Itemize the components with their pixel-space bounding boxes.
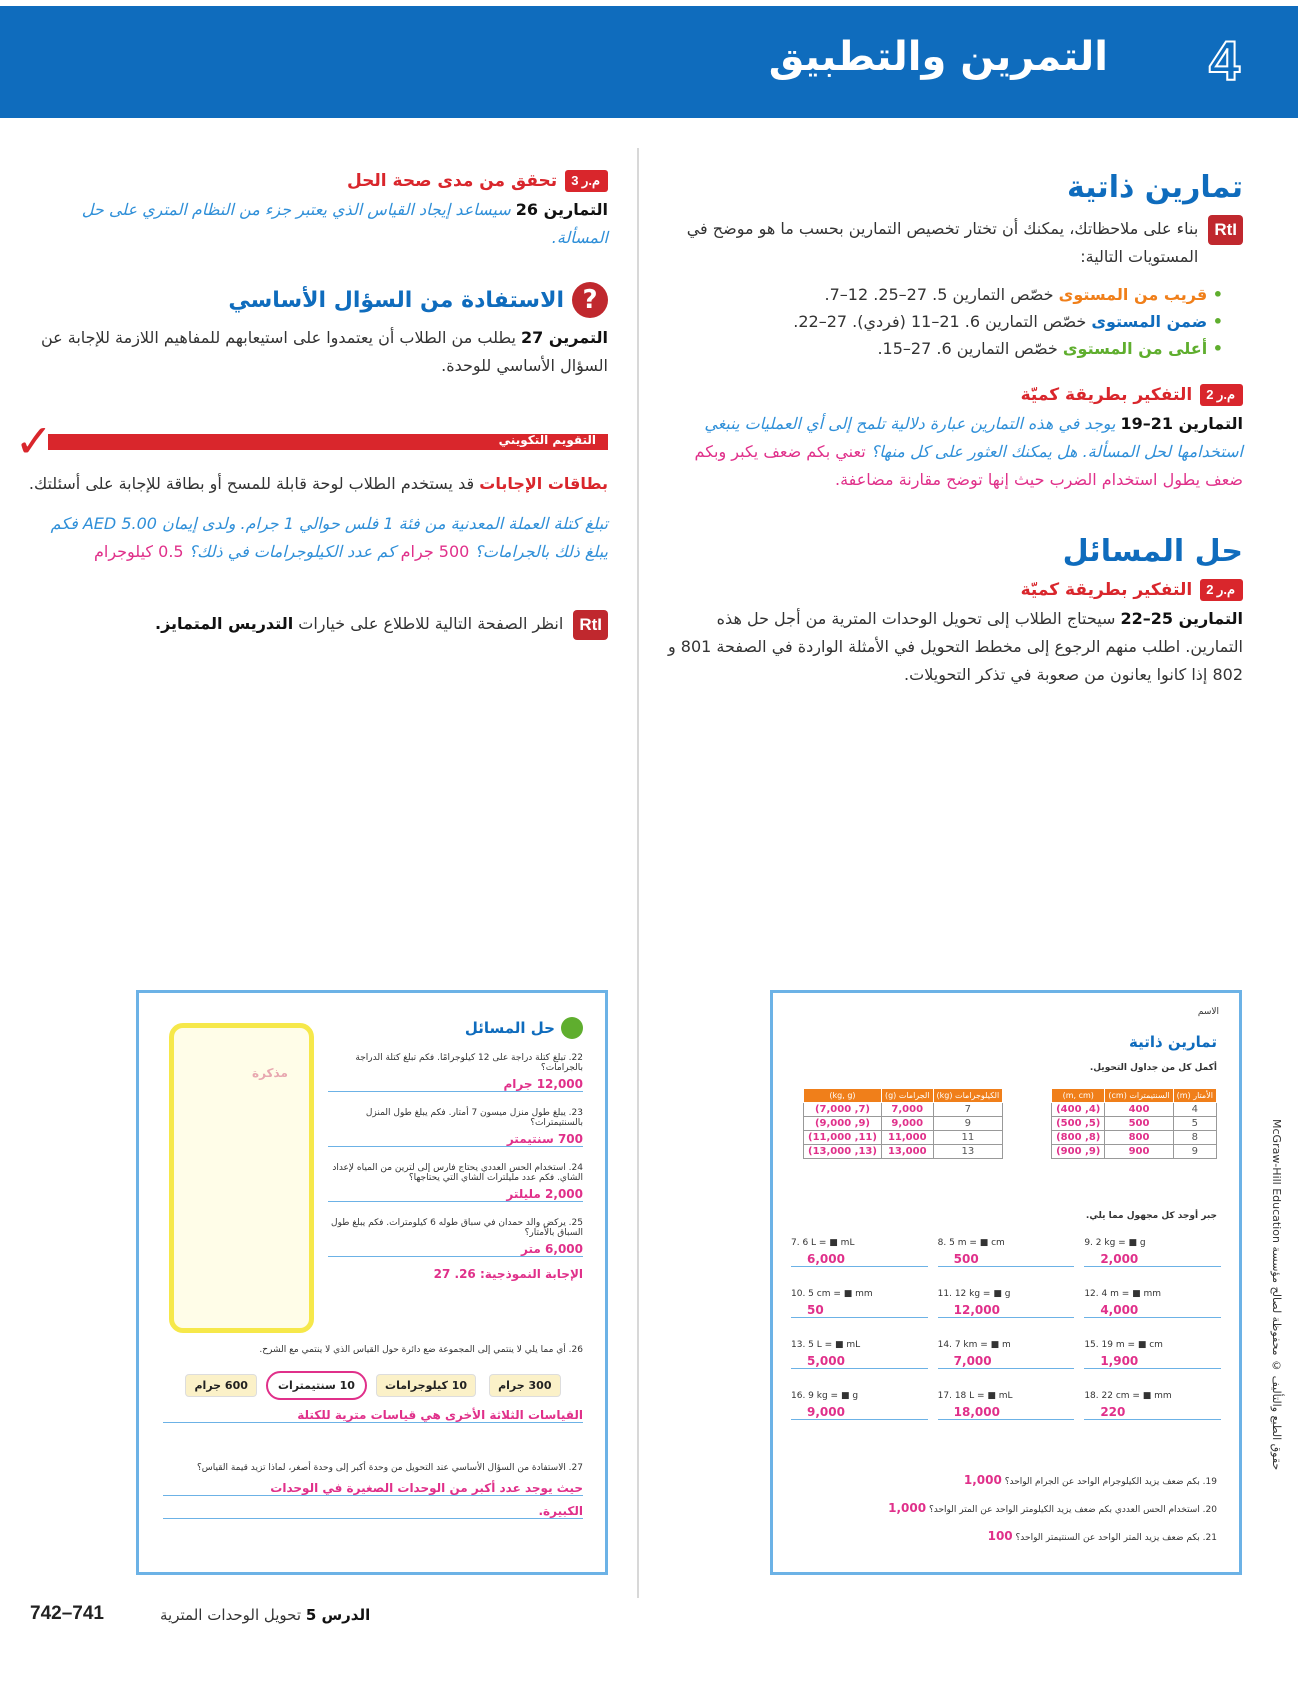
- table-5: [1051, 1088, 1217, 1159]
- mp2-title: التفكير بطريقة كميّة: [1020, 385, 1193, 405]
- thumb-left-problems: 22. تبلغ كتلة دراجة على 12 كيلوجرامًا. فكم تبلغ كتلة الدراجة بالجرامات؟ 12,000 جرام 23. يبلغ طول منزل ميسون 7 أمتار. فكم يبلغ طول المنزل بالسنتيمترات؟ 700 سنتيمتر 24. استخدام الحس العددي يحتاج فارس إلى لترين من المياه لإعداد الشاي. فكم عدد مليلترات الشاي التي يحتاجها؟ 2,000 مليلتر 25. يركض والد حمدان في سباق طوله 6 كيلومترات. فكم يبلغ طول السباق بالأمتار؟ 6,000 متر الإجابة النموذجية: 26. 27: [328, 1053, 583, 1281]
- formative-label: التقويم التكويني: [498, 433, 596, 447]
- formative-question: تبلغ كتلة العملة المعدنية من فئة 1 فلس حوالي 1 جرام. ولدى إيمان AED 5.00 فكم يبلغ ذلك بالجرامات؟ 500 جرام كم عدد الكيلوجرامات في ذلك؟ 0.5 كيلوجرام: [50, 514, 608, 561]
- grid-item: 9. 2 kg = ■ g 2,000: [1084, 1238, 1221, 1267]
- mp3-text: التمارين 26 سيساعد إيجاد القياس الذي يعتبر جزء من النظام المتري على حل المسألة.: [81, 200, 608, 247]
- grid-item: 8. 5 m = ■ cm 500: [938, 1238, 1075, 1267]
- level-item: • قريب من المستوى خصّص التمارين 5. 27–25. 12–7.: [824, 285, 1223, 304]
- right-column: [663, 170, 1243, 689]
- name-label: الاسم: [1197, 1007, 1219, 1017]
- thumb-left-q26: 26. أي مما يلي لا ينتمي إلى المجموعة ضع دائرة حول القياس الذي لا ينتمي مع الشرح. 300 جرام 10 كيلوجرامات 10 سنتيمترات 600 جرام القياسات الثلاثة الأخرى هي قياسات مترية للكتلة: [163, 1345, 583, 1423]
- word-problems-19-21: 19. بكم ضعف يزيد الكيلوجرام الواحد عن الجرام الواحد؟ 1,000 20. استخدام الحس العددي بكم ضعف يزيد الكيلومتر الواحد عن المتر الواحد؟ 1,000 21. بكم ضعف يزيد المتر الواحد عن السنتيمتر الواحد؟ 100: [888, 1473, 1217, 1543]
- problem-solving-title: حل المسائل: [1062, 534, 1243, 569]
- grid-item: 10. 5 cm = ■ mm 50: [791, 1289, 928, 1318]
- thumb-instruction: أكمل كل من جداول التحويل.: [1089, 1063, 1217, 1073]
- ps-mp2-title: التفكير بطريقة كميّة: [1020, 580, 1193, 600]
- sticky-label: مذكرة: [252, 1066, 288, 1080]
- sticky-note: [169, 1023, 314, 1333]
- level-item: • أعلى من المستوى خصّص التمارين 6. 27–15.: [877, 339, 1223, 358]
- self-exercises-title: تمارين ذاتية: [1066, 170, 1243, 205]
- conversion-table: الأمتار (m) السنتيمترات (cm) (m, cm) 4 400 (4, 400) 5 500 (5, 500) 8 800 (8, 800) 9 900 (9, 900): [1051, 1088, 1217, 1159]
- mp3-badge-icon: م.ر 3: [565, 170, 608, 192]
- level-item: • ضمن المستوى خصّص التمارين 6. 21–11 (فردي). 27–22.: [793, 312, 1223, 331]
- circled-option: 10 سنتيمترات: [266, 1371, 367, 1400]
- conversion-table: الكيلوجرامات (kg) الجرامات (g) (kg, g) 7 7,000 (7, 7,000) 9 9,000 (9, 9,000) 11 11,000 (11, 11,000) 13 13,000 (13, 13,000): [803, 1088, 1003, 1159]
- student-page-thumbnail-right: [770, 990, 1242, 1575]
- page-header: [0, 6, 1298, 118]
- ps-mp2-badge-icon: م.ر 2: [1200, 579, 1243, 601]
- problem-solving-text: التمارين 25–22 سيحتاج الطلاب إلى تحويل الوحدات المترية من أجل حل هذه التمارين. اطلب منهم الرجوع إلى مخطط التحويل في الأمثلة الواردة في الصفحة 801 و 802 إذا كانوا يعانون من صعوبة في تذكر التحويلات.: [667, 609, 1243, 684]
- thumb-title: تمارين ذاتية: [1128, 1033, 1217, 1051]
- chapter-number: 4: [1208, 29, 1240, 92]
- column-divider: [637, 148, 639, 1598]
- grid-item: 14. 7 km = ■ m 7,000: [938, 1340, 1075, 1369]
- grid-item: 7. 6 L = ■ mL 6,000: [791, 1238, 928, 1267]
- rti-note-text: انظر الصفحة التالية للاطلاع على خيارات التدريس المتمايز.: [154, 614, 564, 633]
- mp3-title: تحقق من مدى صحة الحل: [346, 171, 558, 191]
- mp2-heading: [663, 384, 1243, 406]
- grid-item: 16. 9 kg = ■ g 9,000: [791, 1391, 928, 1420]
- essential-question-title: الاستفادة من السؤال الأساسي: [228, 287, 564, 313]
- grid-item: 15. 19 m = ■ cm 1,900: [1084, 1340, 1221, 1369]
- grid-item: 17. 18 L = ■ mL 18,000: [938, 1391, 1075, 1420]
- levels-list: [663, 281, 1223, 362]
- thumb-left-heading: حل المسائل: [465, 1017, 583, 1039]
- grid-item: 12. 4 m = ■ mm 4,000: [1084, 1289, 1221, 1318]
- options-row: 300 جرام 10 كيلوجرامات 10 سنتيمترات 600 جرام: [163, 1371, 583, 1400]
- thumb-left-q27: 27. الاستفادة من السؤال الأساسي عند التحويل من وحدة أكبر إلى وحدة أصغر، لماذا تزيد قيمة القياس؟ حيث يوجد عدد أكبر من الوحدات الصغيرة في الوحدات الكبيرة.: [163, 1463, 583, 1519]
- page-numbers: 741–742: [30, 1603, 104, 1624]
- grid-item: 18. 22 cm = ■ mm 220: [1084, 1391, 1221, 1420]
- student-page-thumbnail-left: [136, 990, 608, 1575]
- essential-question-text: التمرين 27 يطلب من الطلاب أن يعتمدوا على استيعابهم للمفاهيم اللازمة للإجابة عن السؤال الأساسي للوحدة.: [40, 328, 608, 375]
- rti-note: [23, 610, 608, 640]
- formative-assessment-bar: [14, 414, 608, 468]
- find-unknown-label: جبر أوجد كل مجهول مما يلي.: [1085, 1211, 1217, 1221]
- lesson-label: الدرس 5 تحويل الوحدات المترية: [160, 1606, 371, 1624]
- grid-item: 13. 5 L = ■ mL 5,000: [791, 1340, 928, 1369]
- essential-question-heading: [23, 282, 608, 318]
- mp2-badge-icon: م.ر 2: [1200, 384, 1243, 406]
- rti-icon: RtI: [573, 610, 608, 640]
- self-exercises-intro-row: [663, 215, 1243, 271]
- self-exercises-intro: بناء على ملاحظاتك، يمكنك أن تختار تخصيص التمارين بحسب ما هو موضح في المستويات التالية:: [686, 219, 1199, 266]
- globe-icon: [561, 1017, 583, 1039]
- side-credit: حقوق الطبع والتأليف © محفوظة لصالح مؤسسة McGraw-Hill Education: [1270, 1118, 1283, 1470]
- answer-cards-text: بطاقات الإجابات قد يستخدم الطلاب لوحة قابلة للمسح أو بطاقة للإجابة على أسئلتك.: [28, 474, 608, 493]
- mp2-text: التمارين 21–19 يوجد في هذه التمارين عبارة دلالية تلمح إلى أي العمليات ينبغي استخدامها لحل المسألة. هل يمكنك العثور على كل منها؟ تعني بكم ضعف يكبر وبكم ضعف يطول استخدام الضرب حيث إنها توضح مقارنة مضاعفة.: [694, 414, 1243, 489]
- rti-icon: RtI: [1208, 215, 1243, 245]
- left-column: [14, 170, 608, 640]
- exercise-grid: [773, 1238, 1239, 1420]
- ps-mp2-heading: [663, 579, 1243, 601]
- grid-item: 11. 12 kg = ■ g 12,000: [938, 1289, 1075, 1318]
- checkmark-icon: ✓: [14, 414, 53, 468]
- question-mark-icon: ?: [572, 282, 608, 318]
- mp3-heading: [23, 170, 608, 192]
- table-6: [803, 1088, 1003, 1159]
- page-title: التمرين والتطبيق: [768, 34, 1108, 80]
